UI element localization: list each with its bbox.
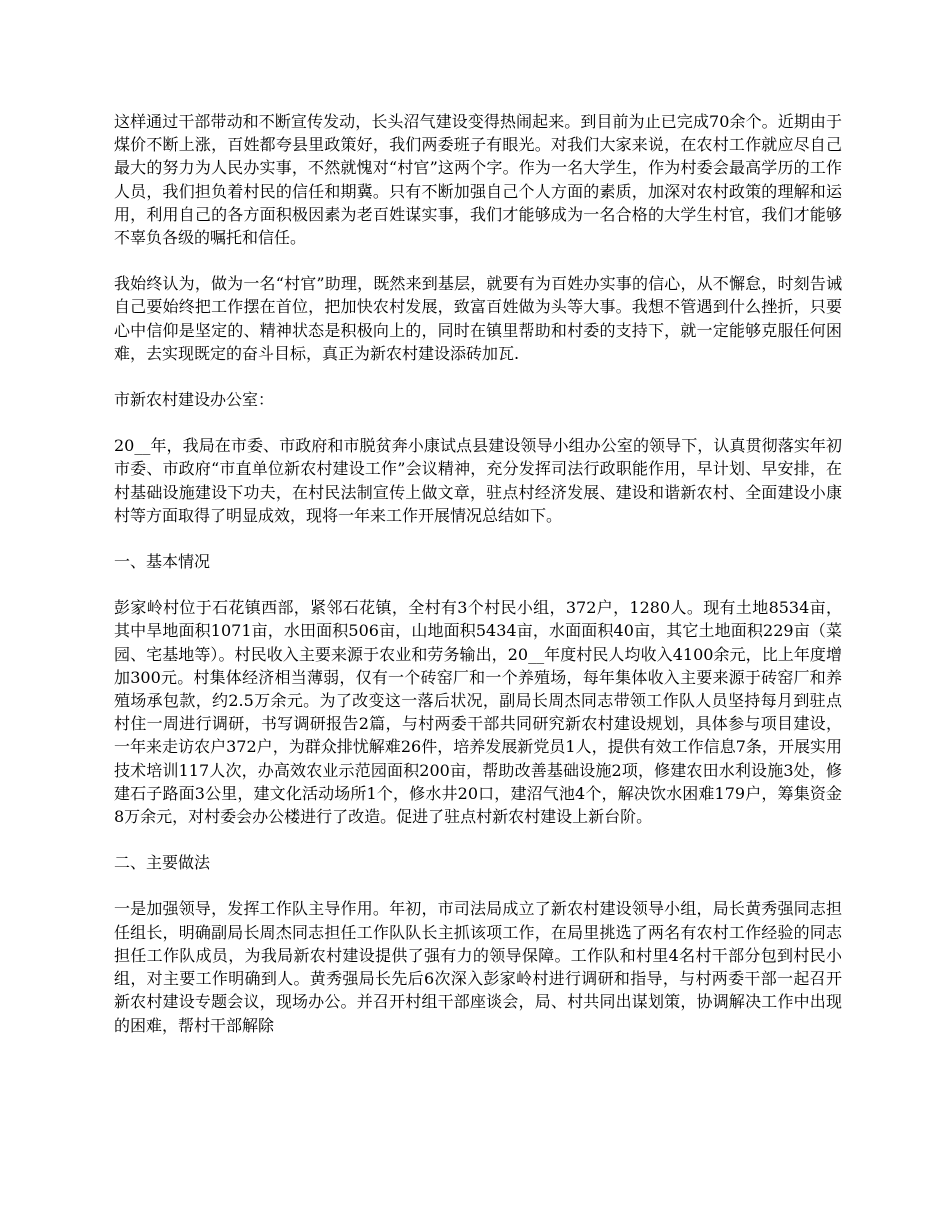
paragraph-village-basic-info: 彭家岭村位于石花镇西部，紧邻石花镇，全村有3个村民小组，372户，1280人。现有土地8534亩，其中旱地面积1071亩，水田面积506亩，山地面积5434亩，水面面积40亩，其它土地面积229亩（菜园、宅基地等）。村民收入主要来源于农业和劳务输出，20__年度村民人均收入4100余元，比上年度增加300元。村集体经济相当薄弱，仅有一个砖窑厂和一个养殖场，每年集体收入主要来源于砖窑厂和养殖场承包款，约2.5万余元。为了改变这一落后状况，副局长周杰同志带领工作队人员坚持每月到驻点村住一周进行调研，书写调研报告2篇，与村两委干部共同研究新农村建设规划，具体参与项目建设，一年来走访农户372户，为群众排忧解难26件，培养发展新党员1人，提供有效工作信息7条，开展实用技术培训117人次，办高效农业示范园面积200亩，帮助改善基础设施2项，修建农田水利设施3处，修建石子路面3公里，建文化活动场所1个，修水井20口，建沼气池4个，解决饮水困难179户，筹集资金8万余元，对村委会办公楼进行了改造。促进了驻点村新农村建设上新台阶。 [114, 598, 842, 827]
paragraph-village-official-belief: 我始终认为，做为一名“村官”助理，既然来到基层，就要有为百姓办实事的信心，从不懈怠，时刻告诫自己要始终把工作摆在首位，把加快农村发展，致富百姓做为头等大事。我想不管遇到什么挫折，只要心中信仰是坚定的、精神状态是积极向上的，同时在镇里帮助和村委的支持下，就一定能够克服任何困难，去实现既定的奋斗目标，真正为新农村建设添砖加瓦. [114, 274, 842, 363]
document-page [114, 110, 842, 1060]
addressee-line: 市新农村建设办公室： [114, 390, 275, 410]
section-heading-basic-situation: 一、基本情况 [114, 552, 211, 572]
paragraph-annual-summary-intro: 20__年，我局在市委、市政府和市脱贫奔小康试点县建设领导小组办公室的领导下，认真贯彻落实年初市委、市政府“市直单位新农村建设工作”会议精神，充分发挥司法行政职能作用，早计划、早安排，在村基础设施建设下功夫，在村民法制宣传上做文章，驻点村经济发展、建设和谐新农村、全面建设小康村等方面取得了明显成效，现将一年来工作开展情况总结如下。 [114, 436, 842, 525]
paragraph-biogas-progress: 这样通过干部带动和不断宣传发动，长头沼气建设变得热闹起来。到目前为止已完成70余个。近期由于煤价不断上涨，百姓都夸县里政策好，我们两委班子有眼光。对我们大家来说，在农村工作就应尽自己最大的努力为人民办实事，不然就愧对“村官”这两个字。作为一名大学生，作为村委会最高学历的工作人员，我们担负着村民的信任和期冀。只有不断加强自己个人方面的素质，加深对农村政策的理解和运用，利用自己的各方面积极因素为老百姓谋实事，我们才能够成为一名合格的大学生村官，我们才能够不辜负各级的嘱托和信任。 [114, 112, 842, 248]
paragraph-strengthen-leadership: 一是加强领导，发挥工作队主导作用。年初，市司法局成立了新农村建设领导小组，局长黄秀强同志担任组长，明确副局长周杰同志担任工作队队长主抓该项工作，在局里挑选了两名有农村工作经验的同志担任工作队成员，为我局新农村建设提供了强有力的领导保障。工作队和村里4名村干部分包到村民小组，对主要工作明确到人。黄秀强局长先后6次深入彭家岭村进行调研和指导，与村两委干部一起召开新农村建设专题会议，现场办公。并召开村组干部座谈会，局、村共同出谋划策，协调解决工作中出现的困难，帮村干部解除 [114, 899, 842, 1035]
section-heading-main-practices: 二、主要做法 [114, 853, 211, 873]
